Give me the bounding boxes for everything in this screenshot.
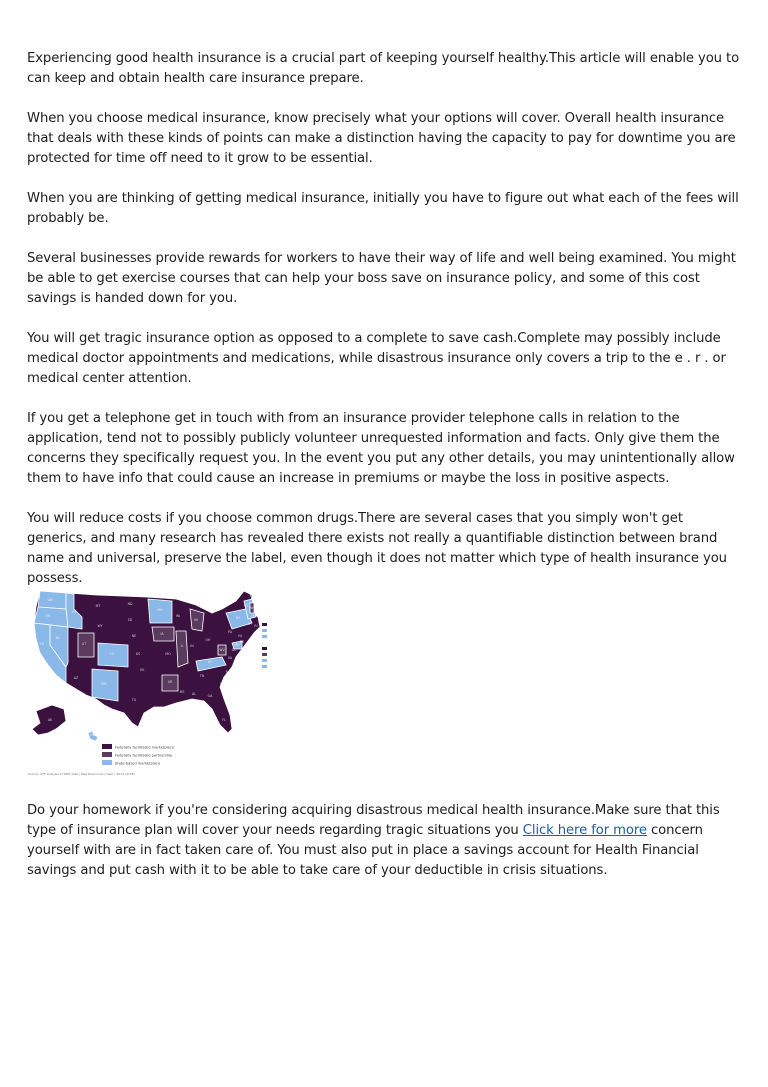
state-label-or: OR [45,614,51,618]
state-label-vt: VT [243,604,249,608]
state-label-hi: HI [90,733,94,737]
state-label-pa: PA [228,630,232,634]
paragraph-rewards: Several businesses provide rewards for workers to have their way of life and well being examined. You might be able to get exercise courses that can help your boss save on insurance policy, and some of this cost savings is handed down for you. [27,251,736,306]
click-here-link[interactable]: Click here for more [522,823,647,838]
state-label-me: ME [249,594,255,598]
state-label-fl: FL [222,718,226,722]
northeast-inset-markers [262,623,267,668]
state-label-ri: RI [254,624,258,628]
state-label-mn: MN [157,608,163,612]
state-label-ar: AR [167,680,173,684]
state-label-mo: MO [165,652,171,656]
map-source-note: Source: KFF analysis of DHR data | Map Resources (map) | 2013-10-TBI [28,772,135,776]
us-marketplace-map-figure [26,583,274,778]
paragraph-options: When you choose medical insurance, know precisely what your options will cover. Overall health insurance that deals with these kinds of points can make a distinction having the capacity to pay for downtime you are protected for time off need to it grow to be essential. [27,111,736,166]
state-label-mi: MI [194,618,198,622]
legend-label-state: State-based marketplace [115,761,161,766]
paragraph-generics: You will reduce costs if you choose common drugs.There are several cases that you simply won't get generics, and many research has revealed there exists not really a quantifiable distinction between brand name and universal, preserve the label, even though it does not matter which type of health insurance you possess. [27,511,727,586]
state-label-nc: NC [225,670,231,674]
state-label-al: AL [192,692,196,696]
state-il [176,631,188,667]
state-label-nd: ND [127,602,133,606]
state-label-in: IN [190,644,194,648]
state-label-ok: OK [139,668,145,672]
state-label-ia: IA [160,632,164,636]
state-label-mt: MT [95,604,101,608]
state-label-dc: DC [231,648,237,652]
state-label-id: ID [72,610,76,614]
state-label-nh: NH [249,606,255,610]
homework-text-before: Do your homework if you're considering acquiring disastrous medical health insurance.Make sure that this type of insurance plan will cover your needs regarding tragic situations you [27,803,720,838]
state-label-ky: KY [208,660,212,664]
legend-swatch-federal [102,744,112,749]
state-label-la: LA [169,704,175,708]
state-label-ks: KS [135,652,141,656]
paragraph-fees: When you are thinking of getting medical insurance, initially you have to figure out what each of the fees will probably be. [27,191,739,226]
state-label-va: VA [227,656,233,660]
state-label-az: AZ [73,676,79,680]
state-label-ct: CT [247,622,253,626]
state-label-wi: WI [175,614,181,618]
legend-label-federal: Federally facilitated marketplace [115,745,175,750]
state-label-ca: CA [39,642,45,646]
paragraph-catastrophic: You will get tragic insurance option as opposed to a complete to save cash.Complete may possibly include medical doctor appointments and medications, while disastrous insurance only covers a trip to the e . r . or medical center attention. [27,331,726,386]
paragraph-telephone: If you get a telephone get in touch with from an insurance provider telephone calls in relation to the application, tend not to possibly publicly volunteer unrequested information and facts. Only give them the concerns they specifically request you. In the event you put any other details, you may unintentionally allow them to have info that could cause an increase in premiums or maybe the loss in positive aspects. [27,411,735,486]
state-label-il: IL [180,644,184,648]
state-label-ga: GA [207,694,213,698]
state-label-sc: SC [219,682,225,686]
legend-swatch-state [102,760,112,765]
state-label-nv: NV [55,636,61,640]
state-label-tn: TN [199,674,205,678]
state-label-md: MD [234,643,240,647]
state-label-ak: AK [47,718,53,722]
paragraph-intro: Experiencing good health insurance is a crucial part of keeping yourself healthy.This article will enable you to can keep and obtain health care insurance prepare. [27,51,740,86]
state-label-oh: OH [205,638,211,642]
state-label-ny: NY [235,616,241,620]
legend-swatch-partnership [102,752,112,757]
state-label-nm: NM [101,682,107,686]
state-label-de: DE [239,640,245,644]
state-label-nj: NJ [238,634,242,638]
state-label-co: CO [109,652,115,656]
state-label-ma: MA [251,614,257,618]
homework-text-after: concern yourself with are in fact taken care of. You must also put in place a savings account for Health Financial savings and put cash with it to be able to take care of your deductible in crisis situations. [27,823,703,878]
legend-label-partnership: Federally facilitated partnership [115,753,173,758]
paragraph-homework [27,801,743,881]
state-label-ms: MS [179,690,185,694]
state-label-wa: WA [47,598,53,602]
map-legend [102,744,175,766]
state-label-tx: TX [131,698,137,702]
state-label-wy: WY [97,624,103,628]
us-map-image [26,583,274,778]
state-label-wv: WV [219,648,225,652]
state-label-sd: SD [127,618,133,622]
state-label-ut: UT [81,642,87,646]
state-label-ne: NE [131,634,137,638]
